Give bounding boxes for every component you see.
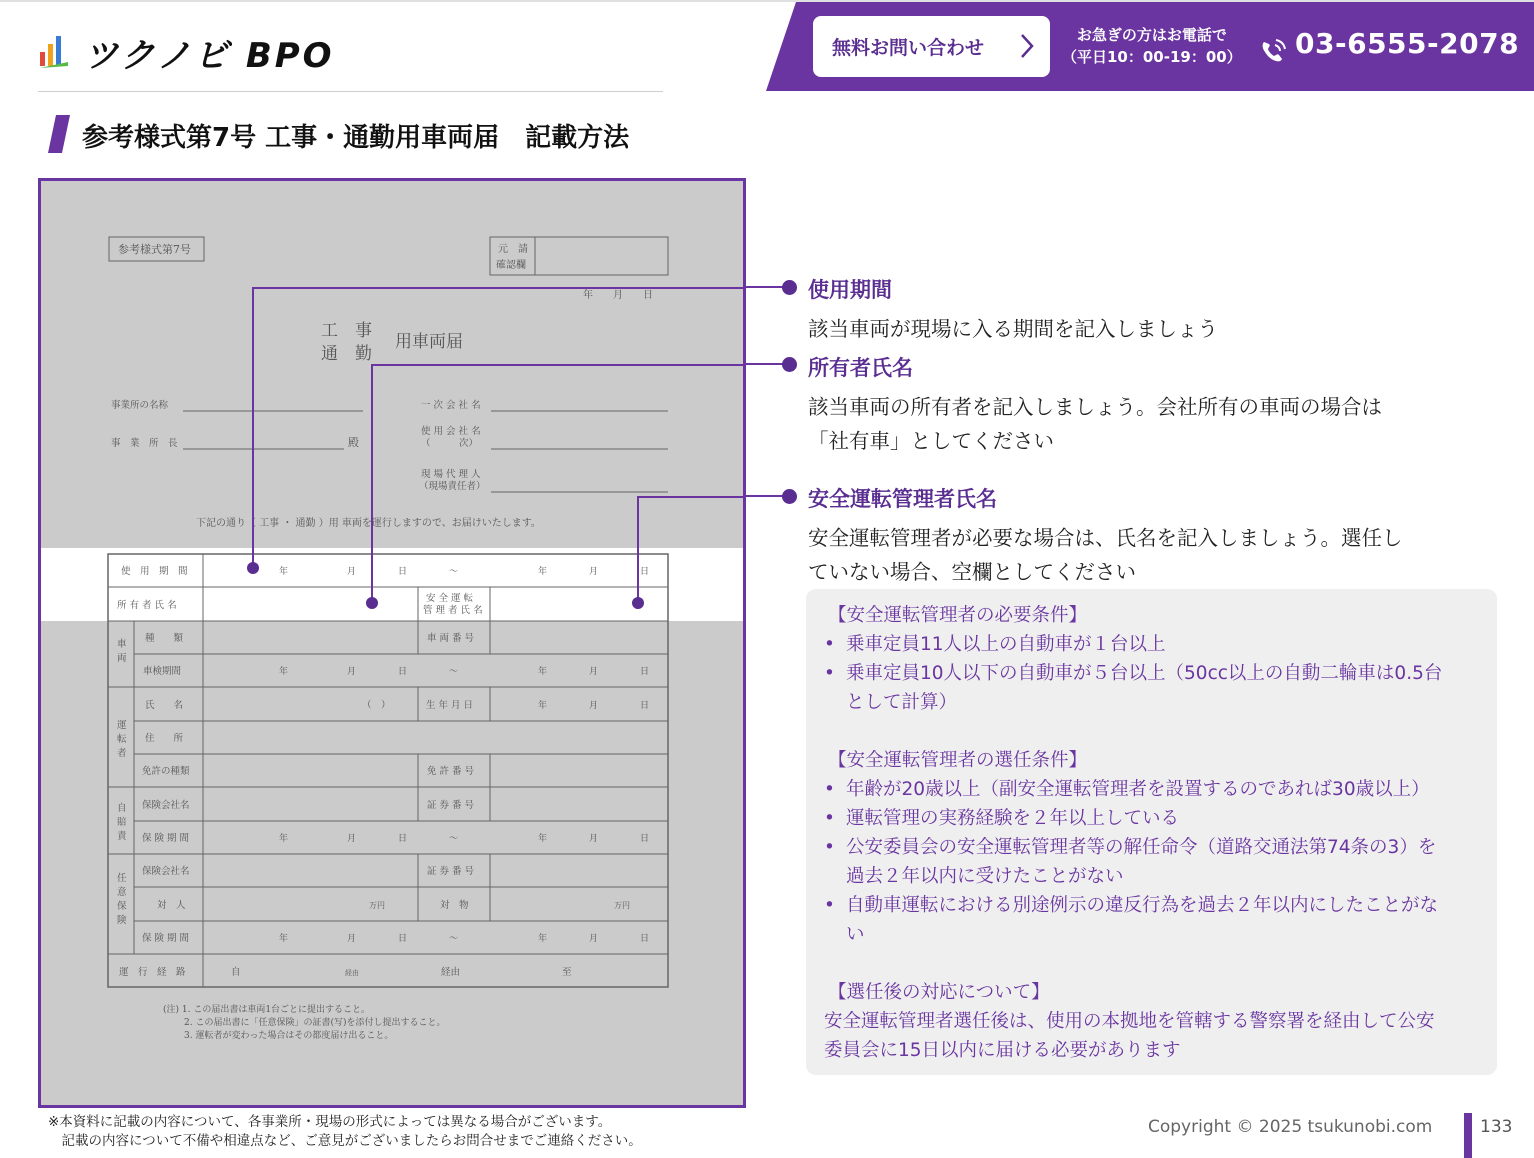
requirements-list <box>824 630 1477 717</box>
birth-year: 年 <box>538 701 548 711</box>
label-address: 住 所 <box>145 733 184 744</box>
page-number: 133 <box>1480 1117 1513 1137</box>
form-svg <box>41 181 743 1105</box>
form-note-3: 3. 運転者が変わった場合はその都度届け出ること。 <box>184 1031 394 1041</box>
list-item-line: として計算） <box>846 692 958 713</box>
item-dot-safety <box>782 489 797 504</box>
vertical-char: 意 <box>117 887 127 898</box>
date-tilde: 〜 <box>449 667 459 677</box>
date-day-start: 日 <box>398 834 408 844</box>
site-agent-sub: （現場責任者） <box>419 481 486 492</box>
office-chief-label: 事 業 所 長 <box>111 438 178 449</box>
logo-text: ツクノビ BPO <box>84 36 335 76</box>
label-safety-1: 安 全 運 転 <box>426 593 474 604</box>
date-year-start: 年 <box>279 567 289 577</box>
date-day-start: 日 <box>398 667 408 677</box>
vertical-group-labels <box>117 638 127 926</box>
title-main: 用車両届 <box>395 332 463 352</box>
page-number-bar <box>1464 1113 1472 1158</box>
date-year-end: 年 <box>538 834 548 844</box>
label-inspection: 車検期間 <box>143 666 182 677</box>
label-insurer-1: 保険会社名 <box>142 800 190 811</box>
vertical-char: 賠 <box>117 817 127 828</box>
date-month-start: 月 <box>347 567 357 577</box>
infobox-heading-selection: 【安全運転管理者の選任条件】 <box>828 750 1088 771</box>
date-day-end: 日 <box>640 667 650 677</box>
phone-icon <box>1258 36 1288 66</box>
list-item-line: • 自動車運転における別途例示の違反行為を過去２年以内にしたことがな <box>846 895 1439 916</box>
label-ins-period-1: 保 険 期 間 <box>142 833 190 844</box>
form-notice: 下記の通り（ 工事 ・ 通勤 ）用 車両を運行しますので、お届けいたします。 <box>196 518 541 529</box>
date-day-end: 日 <box>640 567 650 577</box>
date-year-end: 年 <box>538 667 548 677</box>
date-year-start: 年 <box>279 834 289 844</box>
footnote-line-1: ※本資料に記載の内容について、各事業所・現場の形式によっては異なる場合がございます。 <box>48 1114 612 1130</box>
list-item <box>824 891 1477 949</box>
moto-label-1: 元 請 <box>498 244 528 255</box>
title-accent-bar <box>48 115 70 153</box>
selection-list <box>824 775 1477 949</box>
label-via: 経由 <box>441 967 461 978</box>
list-item-line: い <box>846 924 865 945</box>
item-dot-period <box>782 280 797 295</box>
label-cert-no-2: 証 券 番 号 <box>427 866 475 877</box>
contact-button-label: 無料お問い合わせ <box>832 37 985 59</box>
form-number: 参考様式第7号 <box>118 243 191 256</box>
list-item: • 乗車定員11人以上の自動車が１台以上 <box>824 630 1477 659</box>
label-name: 氏 名 <box>145 700 184 711</box>
list-item <box>824 659 1477 717</box>
date-month-start: 月 <box>347 667 357 677</box>
urgent-call-note <box>1062 24 1242 68</box>
label-paren: （ ） <box>362 700 391 711</box>
label-manen-1: 万円 <box>369 901 385 910</box>
label-taibutsu: 対 物 <box>440 900 469 911</box>
label-route: 運 行 経 路 <box>119 967 186 978</box>
item-safety <box>808 483 1403 589</box>
site-agent-label: 現 場 代 理 人 <box>421 469 481 480</box>
item-period-desc <box>808 312 1218 346</box>
vertical-char: 責 <box>117 831 127 842</box>
label-period: 使 用 期 間 <box>121 566 188 577</box>
item-dot-owner <box>782 357 797 372</box>
title-kouji: 工 事 <box>321 321 372 341</box>
infobox-heading-after: 【選任後の対応について】 <box>828 982 1050 1003</box>
date-year-start: 年 <box>279 667 289 677</box>
after-text-line-1: 安全運転管理者選任後は、使用の本拠地を管轄する警察署を経由して公安 <box>824 1011 1435 1032</box>
date-day-end: 日 <box>640 934 650 944</box>
label-taijin: 対 人 <box>157 900 186 911</box>
item-period-title: 使用期間 <box>808 278 892 302</box>
callout-dot-safety <box>632 597 644 609</box>
date-month-end: 月 <box>589 834 599 844</box>
label-kind: 種 類 <box>145 633 184 644</box>
footnote <box>48 1113 642 1151</box>
item-owner-title: 所有者氏名 <box>808 356 913 380</box>
callout-connectors <box>746 280 796 500</box>
vertical-char: 両 <box>117 653 127 664</box>
date-month-start: 月 <box>347 834 357 844</box>
label-cert-no-1: 証 券 番 号 <box>427 800 475 811</box>
label-insurer-2: 保険会社名 <box>142 866 190 877</box>
logo-divider <box>38 91 663 92</box>
date-year-end: 年 <box>538 934 548 944</box>
form-note-2: 2. この届出書に「任意保険」の証書(写)を添付し提出すること。 <box>184 1018 446 1028</box>
item-owner <box>808 352 1382 458</box>
form-document <box>38 178 746 1108</box>
group-label-nini <box>117 872 127 926</box>
contact-button[interactable] <box>813 16 1050 77</box>
birth-day: 日 <box>640 701 650 711</box>
date-month-start: 月 <box>347 934 357 944</box>
label-birth: 生 年 月 日 <box>426 700 474 711</box>
date-year-end: 年 <box>538 567 548 577</box>
date-day-end: 日 <box>640 834 650 844</box>
primary-company-label: 一 次 会 社 名 <box>421 400 481 411</box>
logo[interactable] <box>38 28 338 76</box>
list-item: • 年齢が20歳以上（副安全運転管理者を設置するのであれば30歳以上） <box>824 775 1477 804</box>
date-day-start: 日 <box>398 934 408 944</box>
vertical-char: 転 <box>117 734 127 745</box>
label-manen-2: 万円 <box>614 901 630 910</box>
user-company-label: 使 用 会 社 名 <box>421 426 481 437</box>
label-vehicle-no: 車 両 番 号 <box>427 633 475 644</box>
copyright: Copyright © 2025 tsukunobi.com <box>1148 1117 1433 1137</box>
vertical-char: 自 <box>117 803 127 814</box>
after-text-line-2: 委員会に15日以内に届ける必要があります <box>824 1040 1181 1061</box>
vertical-char: 保 <box>117 901 127 912</box>
label-safety-2: 管 理 者 氏 名 <box>423 605 483 616</box>
item-owner-desc <box>808 390 1382 458</box>
infobox-heading-requirements: 【安全運転管理者の必要条件】 <box>828 605 1088 626</box>
label-to: 至 <box>562 967 572 978</box>
phone-number[interactable]: 03-6555-2078 <box>1295 27 1520 60</box>
item-period-desc-line: 該当車両が現場に入る期間を記入しましょう <box>808 317 1218 341</box>
form-note-1: (注) 1. この届出書は車両1台ごとに提出すること。 <box>163 1005 371 1015</box>
item-owner-desc-line-2: 「社有車」としてください <box>808 429 1054 453</box>
list-item-line: • 乗車定員10人以下の自動車が５台以上（50cc以上の自動二輪車は0.5台 <box>846 663 1443 684</box>
group-label-jibai <box>117 802 127 842</box>
vertical-char: 険 <box>117 915 127 926</box>
vertical-char: 任 <box>117 873 127 884</box>
item-safety-desc-line-2: ていない場合、空欄としてください <box>808 560 1136 584</box>
item-safety-desc <box>808 521 1403 589</box>
date-month-end: 月 <box>589 667 599 677</box>
list-item-line: • 公安委員会の安全運転管理者等の解任命令（道路交通法第74条の3）を <box>846 837 1437 858</box>
logo-mark-icon <box>38 32 72 70</box>
date-tilde: 〜 <box>449 834 459 844</box>
vertical-char: 運 <box>117 720 127 731</box>
label-license-type: 免許の種類 <box>142 766 190 777</box>
urgent-line-2: （平日10：00-19：00） <box>1062 48 1242 66</box>
callout-dot-period <box>247 562 259 574</box>
chevron-right-icon <box>1020 33 1034 59</box>
moto-label-2: 確認欄 <box>496 260 526 271</box>
label-owner: 所 有 者 氏 名 <box>117 600 177 611</box>
footnote-line-2: 記載の内容について不備や相違点など、ご意見がございましたらお問合せまでご連絡ください。 <box>48 1133 642 1149</box>
list-item: • 運転管理の実務経験を２年以上している <box>824 804 1477 833</box>
list-item-line: 過去２年以内に受けたことがない <box>846 866 1124 887</box>
vertical-char: 車 <box>117 639 127 650</box>
label-from: 自 <box>231 967 241 978</box>
date-day-start: 日 <box>398 567 408 577</box>
label-license-no: 免 許 番 号 <box>427 766 475 777</box>
list-item <box>824 833 1477 891</box>
title-tsukin: 通 勤 <box>321 344 372 364</box>
date-month-end: 月 <box>589 567 599 577</box>
date-month-end: 月 <box>589 934 599 944</box>
user-company-sub: （ 次） <box>421 438 479 449</box>
birth-month: 月 <box>589 701 599 711</box>
date-year-start: 年 <box>279 934 289 944</box>
item-safety-desc-line-1: 安全運転管理者が必要な場合は、氏名を記入しましょう。選任し <box>808 526 1403 550</box>
form-date-line: 年 月 日 <box>583 290 653 301</box>
label-via-small: 経由 <box>345 969 359 977</box>
tono-label: 殿 <box>348 436 359 449</box>
top-border <box>0 0 1534 2</box>
vertical-char: 者 <box>117 748 127 759</box>
office-name-label: 事業所の名称 <box>111 400 169 411</box>
group-label-vehicle <box>117 638 127 664</box>
urgent-line-1: お急ぎの方はお電話で <box>1076 26 1227 44</box>
callout-dot-owner <box>366 597 378 609</box>
group-label-driver <box>117 720 127 759</box>
date-tilde: 〜 <box>449 934 459 944</box>
item-safety-title: 安全運転管理者氏名 <box>808 487 997 511</box>
label-ins-period-2: 保 険 期 間 <box>142 933 190 944</box>
date-tilde: 〜 <box>449 567 459 577</box>
page-title: 参考様式第7号 工事・通勤用車両届 記載方法 <box>82 123 630 153</box>
item-period <box>808 274 1218 346</box>
item-owner-desc-line-1: 該当車両の所有者を記入しましょう。会社所有の車両の場合は <box>808 395 1382 419</box>
safety-manager-infobox <box>806 589 1497 1075</box>
